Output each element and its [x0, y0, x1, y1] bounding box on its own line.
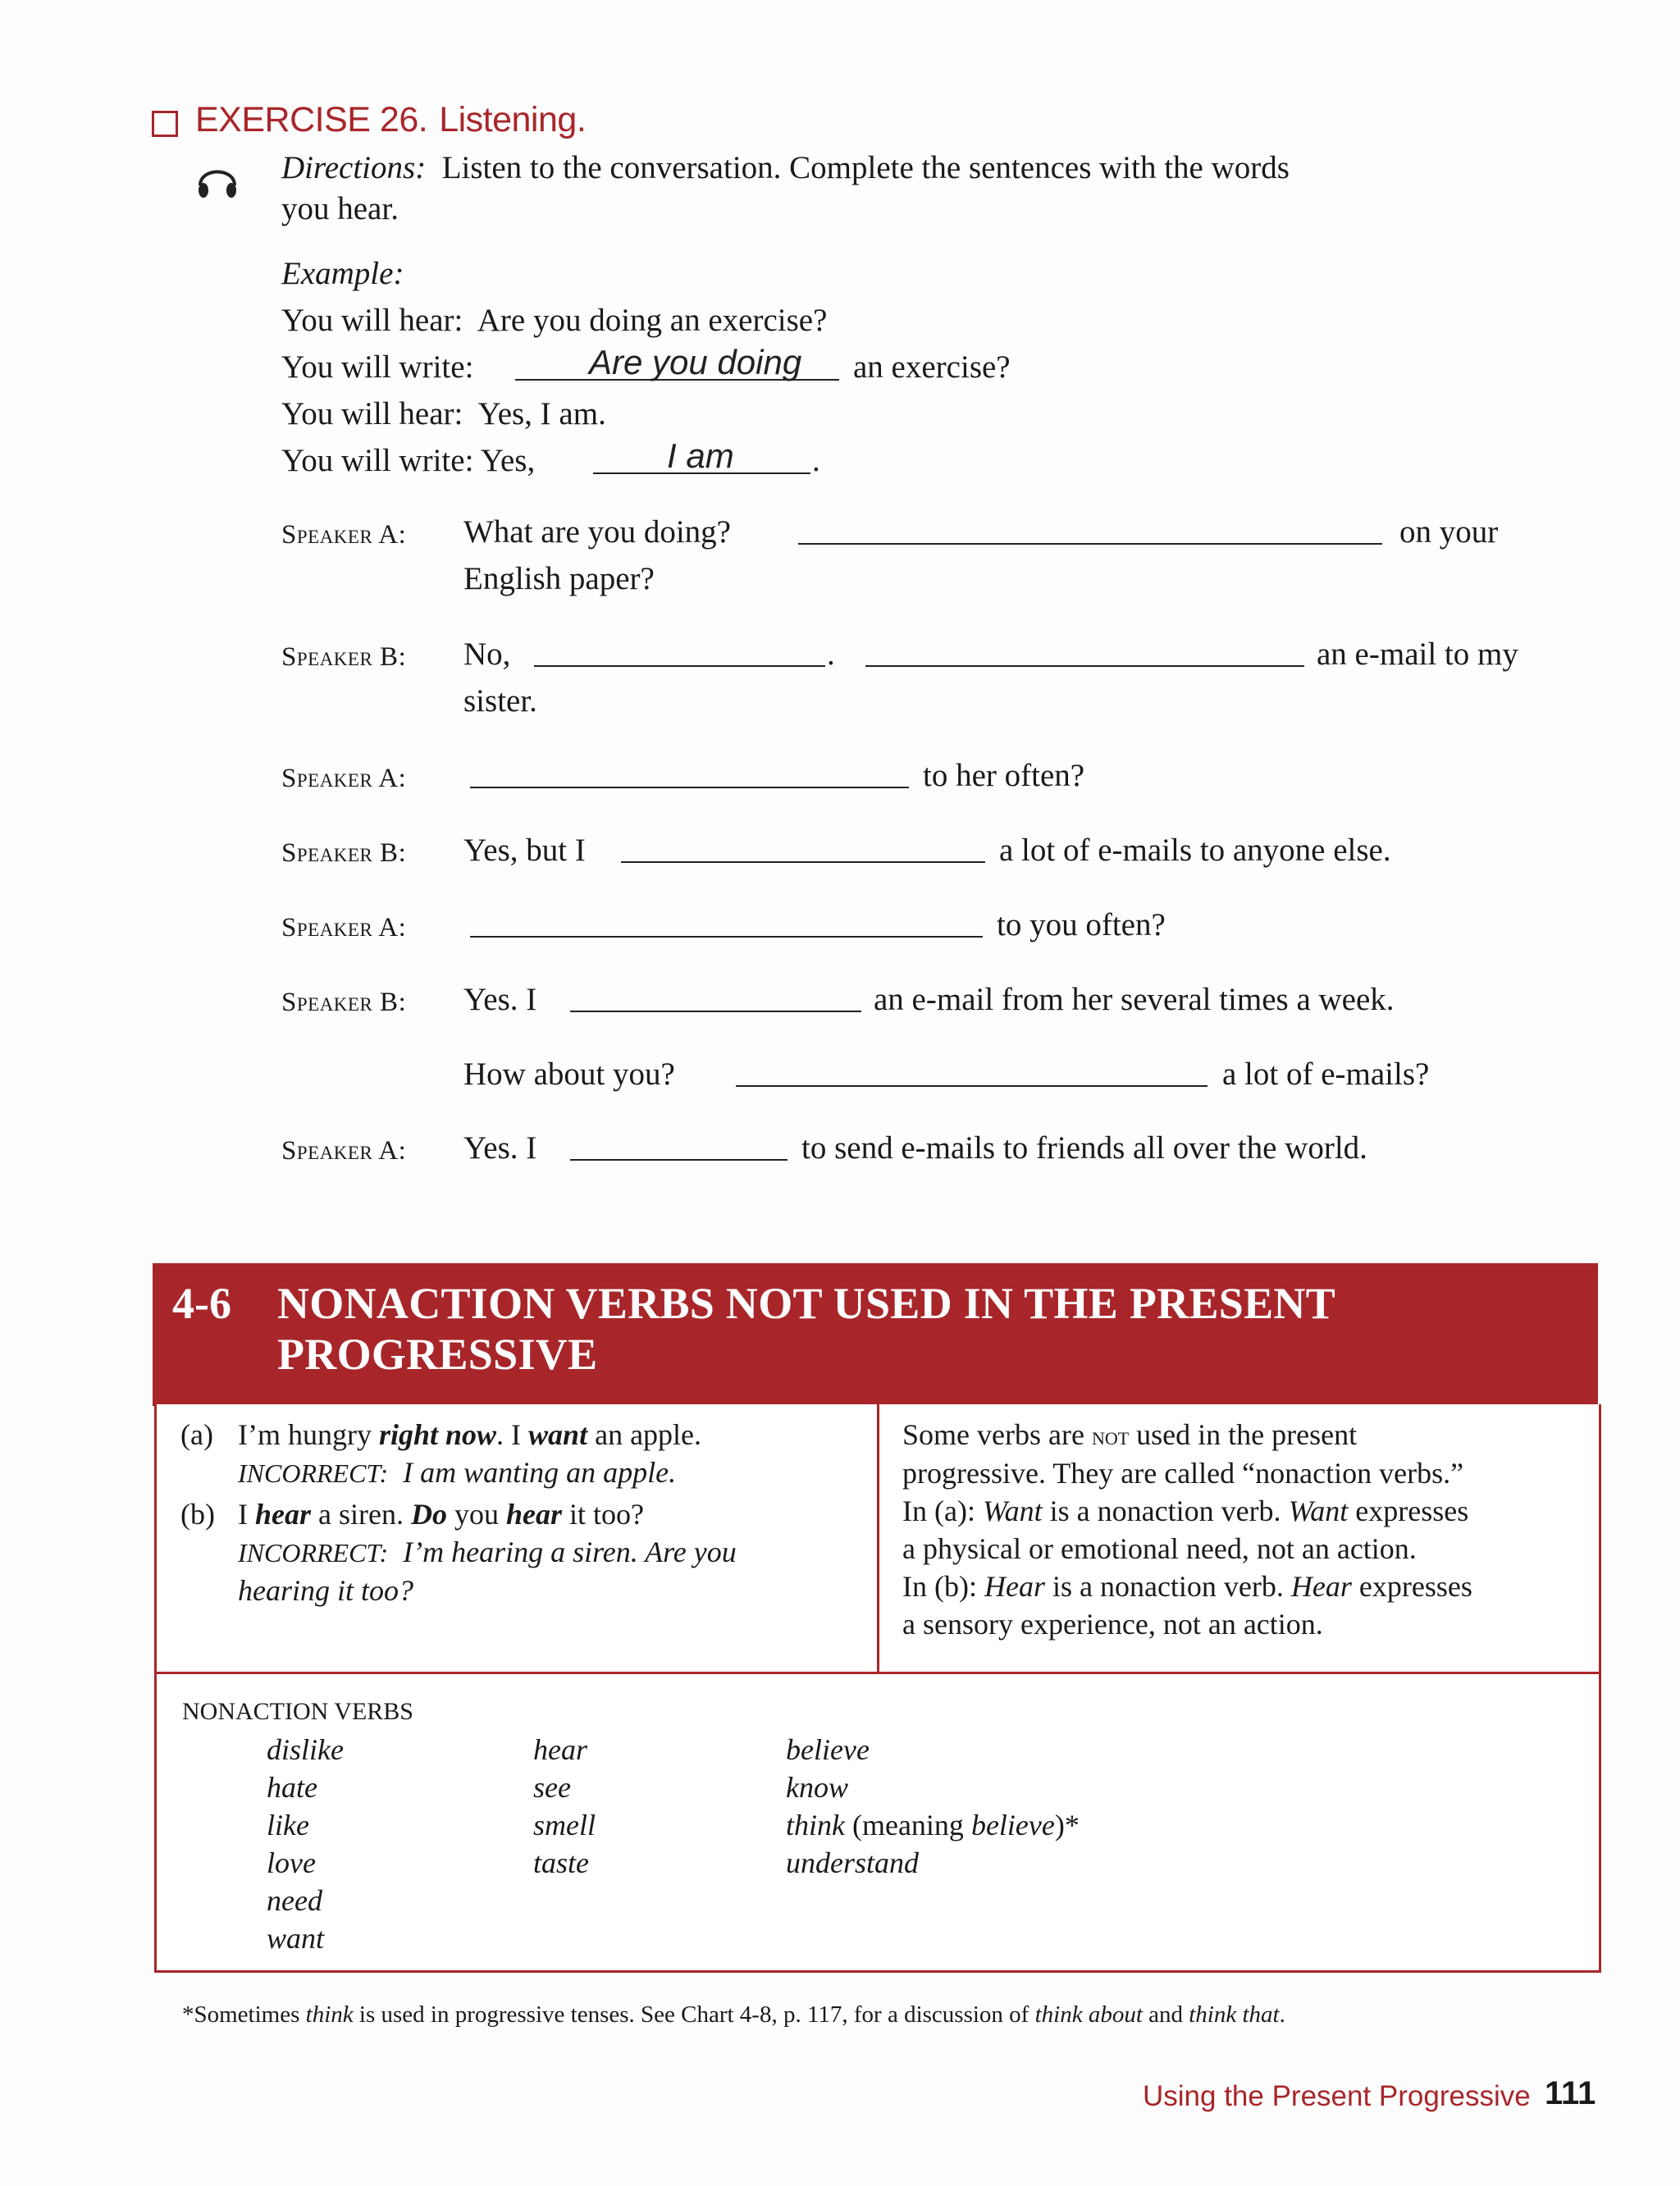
dialogue-text: an e-mail from her several times a week. — [874, 982, 1395, 1017]
example-write-2-after: . — [812, 443, 820, 478]
speaker-label: Speaker B: — [281, 988, 407, 1017]
explanation-line: a sensory experience, not an action. — [902, 1608, 1323, 1641]
answer-blank[interactable] — [470, 787, 909, 788]
verb-item: hate — [267, 1771, 317, 1804]
speaker-label: Speaker A: — [281, 520, 407, 550]
explanation-text: is a nonaction verb. — [1042, 1495, 1289, 1527]
explanation-line — [902, 1492, 1583, 1530]
example-write-2-label: You will write: Yes, — [281, 443, 536, 478]
example-write-1-label: You will write: — [281, 349, 474, 385]
example-label: Example: — [281, 256, 404, 291]
answer-blank[interactable] — [534, 665, 825, 667]
explanation-text: expresses — [1348, 1495, 1469, 1527]
dialogue-text: on your — [1399, 514, 1499, 550]
example-a-label: (a) — [180, 1418, 213, 1451]
footnote-text: is used in progressive tenses. See Chart 4-8, p. 117, for a discussion of — [353, 2001, 1035, 2028]
dialogue-text: Yes. I — [463, 982, 537, 1017]
dialogue-text: English paper? — [463, 561, 655, 596]
example-text: you — [446, 1498, 506, 1531]
example-hear-text: Are you doing an exercise? — [477, 303, 828, 338]
answer-blank[interactable] — [798, 543, 1382, 545]
explanation-not: not — [1091, 1421, 1130, 1450]
directions-line-1 — [281, 152, 1290, 184]
example-b-label: (b) — [180, 1498, 215, 1531]
answer-blank[interactable] — [621, 861, 985, 863]
footnote-emphasis: think — [305, 2001, 354, 2028]
example-emphasis: Do — [410, 1498, 447, 1531]
verbs-column-2 — [533, 1731, 596, 1882]
verb-item: dislike — [267, 1733, 344, 1766]
explanation-verb: Want — [982, 1495, 1043, 1527]
verb-item-think — [786, 1806, 1080, 1844]
verb-item: like — [267, 1809, 309, 1841]
headphones-icon — [194, 156, 241, 203]
verb-item: smell — [533, 1809, 596, 1841]
incorrect-label: INCORRECT: — [238, 1538, 389, 1568]
footnote-marker: * — [182, 2001, 194, 2028]
incorrect-text: I’m hearing a siren. Are you — [403, 1536, 737, 1568]
dialogue-text: to send e-mails to friends all over the world. — [801, 1130, 1367, 1166]
verbs-column-1 — [267, 1731, 344, 1957]
explanation-verb: Want — [1288, 1495, 1349, 1527]
verb-item: want — [267, 1922, 325, 1955]
example-emphasis: want — [528, 1418, 588, 1451]
explanation-text: Some verbs are — [902, 1418, 1092, 1451]
exercise-number: EXERCISE 26. — [195, 100, 428, 139]
example-text: an apple. — [587, 1418, 702, 1451]
directions-line-2: you hear. — [281, 191, 399, 226]
verb-note: (meaning — [844, 1809, 971, 1841]
answer-blank[interactable] — [865, 665, 1304, 667]
example-b — [180, 1495, 861, 1533]
chart-row-divider — [154, 1672, 1599, 1674]
chart-explanation — [902, 1416, 1583, 1643]
exercise-checkbox[interactable] — [152, 111, 178, 137]
answer-blank[interactable] — [470, 936, 983, 938]
footnote — [182, 2001, 1285, 2029]
verb-item: understand — [786, 1846, 919, 1879]
explanation-line — [902, 1568, 1583, 1605]
verbs-column-3 — [786, 1731, 1080, 1882]
footnote-text: and — [1142, 2001, 1189, 2028]
explanation-text: used in the present — [1129, 1418, 1358, 1451]
incorrect-label: INCORRECT: — [238, 1458, 389, 1488]
verb-item: see — [533, 1771, 571, 1804]
verb-item: love — [267, 1846, 316, 1879]
example-emphasis: hear — [255, 1498, 312, 1531]
dialogue-text: a lot of e-mails? — [1222, 1056, 1430, 1092]
answer-blank[interactable] — [570, 1159, 788, 1161]
example-answer-2: I am — [667, 436, 734, 475]
example-b-incorrect — [180, 1533, 861, 1572]
example-hear-2-label: You will hear: — [281, 396, 463, 431]
directions-label: Directions: — [281, 150, 427, 185]
explanation-line: progressive. They are called “nonaction verbs.” — [902, 1457, 1464, 1490]
speaker-label: Speaker B: — [281, 838, 407, 868]
verb-item: need — [267, 1884, 322, 1917]
explanation-text: In (a): — [902, 1495, 983, 1527]
example-text: I — [238, 1498, 255, 1531]
directions-text: Listen to the conversation. Complete the sentences with the words — [441, 150, 1290, 185]
example-write-1-after: an exercise? — [853, 349, 1011, 385]
speaker-label: Speaker A: — [281, 913, 407, 942]
speaker-label: Speaker A: — [281, 764, 407, 793]
verb-note-emphasis: believe — [970, 1809, 1055, 1841]
example-a-incorrect — [180, 1454, 861, 1492]
chart-column-divider — [877, 1404, 879, 1673]
verbs-heading: NONACTION VERBS — [182, 1698, 413, 1725]
explanation-text: expresses — [1351, 1570, 1472, 1603]
running-footer-title: Using the Present Progressive — [1143, 2080, 1531, 2112]
footnote-text: . — [1279, 2001, 1285, 2028]
example-hear-1 — [281, 304, 827, 336]
explanation-line: a physical or emotional need, not an action. — [902, 1532, 1417, 1565]
exercise-title: Listening. — [439, 100, 587, 139]
dialogue-text: Yes. I — [463, 1130, 537, 1166]
speaker-label: Speaker B: — [281, 642, 407, 672]
chart-examples — [180, 1416, 861, 1609]
explanation-text: is a nonaction verb. — [1044, 1570, 1291, 1603]
dialogue-text: . — [827, 637, 835, 672]
example-emphasis: hear — [505, 1498, 562, 1531]
dialogue-text: to her often? — [923, 758, 1085, 793]
speaker-label: Speaker A: — [281, 1136, 407, 1166]
verb-item: taste — [533, 1846, 589, 1879]
dialogue-text: How about you? — [463, 1056, 675, 1092]
example-b-incorrect-cont: hearing it too? — [238, 1574, 413, 1607]
exercise-heading — [195, 100, 586, 140]
verb-item: believe — [786, 1733, 870, 1766]
answer-blank[interactable] — [736, 1085, 1208, 1087]
explanation-line — [902, 1416, 1583, 1454]
verb-item: know — [786, 1771, 848, 1804]
footnote-emphasis: think that — [1189, 2001, 1280, 2028]
example-text: a siren. — [311, 1498, 411, 1531]
answer-blank[interactable] — [570, 1011, 861, 1012]
example-hear-label: You will hear: — [281, 303, 463, 338]
footnote-emphasis: think about — [1034, 2001, 1143, 2028]
chart-title: NONACTION VERBS NOT USED IN THE PRESENT PROGRESSIVE — [277, 1279, 1335, 1379]
chart-number: 4-6 — [172, 1279, 231, 1328]
page-number: 111 — [1545, 2075, 1596, 2111]
example-emphasis: right now — [378, 1418, 497, 1451]
explanation-verb: Hear — [984, 1570, 1045, 1603]
dialogue-text: a lot of e-mails to anyone else. — [999, 833, 1391, 868]
dialogue-text: sister. — [463, 683, 537, 719]
example-hear-2-text: Yes, I am. — [477, 396, 606, 431]
dialogue-text: Yes, but I — [463, 833, 586, 868]
example-a — [180, 1416, 861, 1454]
example-text: I’m hungry — [238, 1418, 379, 1451]
dialogue-text: to you often? — [997, 907, 1166, 942]
incorrect-text: I am wanting an apple. — [403, 1456, 677, 1489]
example-hear-2 — [281, 398, 606, 430]
verb-item: think — [786, 1809, 845, 1841]
verb-note: )* — [1054, 1809, 1080, 1841]
dialogue-text: No, — [463, 637, 511, 672]
dialogue-text: an e-mail to my — [1317, 637, 1518, 672]
footnote-text: Sometimes — [194, 2001, 306, 2028]
example-text: it too? — [562, 1498, 644, 1531]
explanation-verb: Hear — [1290, 1570, 1352, 1603]
dialogue-text: What are you doing? — [463, 514, 731, 550]
verb-item: hear — [533, 1733, 587, 1766]
example-answer-1: Are you doing — [589, 343, 802, 381]
example-text: . I — [496, 1418, 529, 1451]
explanation-text: In (b): — [902, 1570, 984, 1603]
